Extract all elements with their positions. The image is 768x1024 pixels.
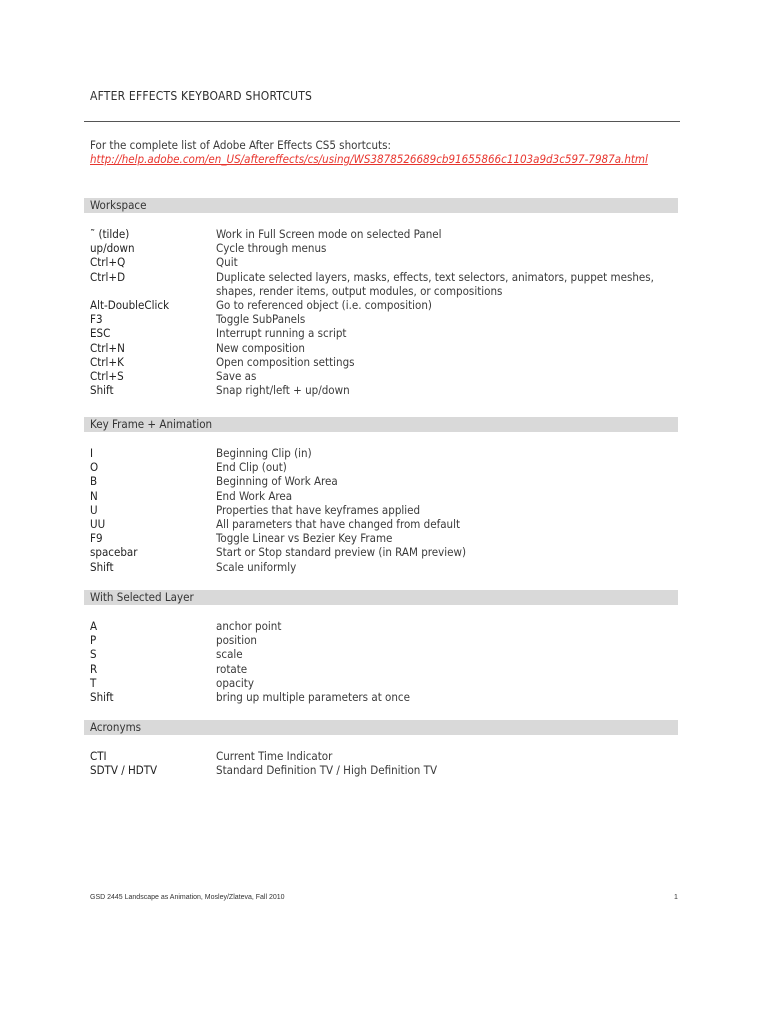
footer-text: GSD 2445 Landscape as Animation, Mosley/Zlateva, Fall 2010 [90, 894, 285, 901]
shortcut-key: UU [90, 517, 106, 531]
shortcut-key: Shift [90, 383, 114, 398]
shortcut-key: I [90, 446, 94, 460]
section-title: Workspace [90, 198, 147, 212]
shortcut-description: anchor point [216, 619, 282, 633]
shortcut-key: F9 [90, 531, 103, 546]
shortcut-description: Interrupt running a script [216, 326, 347, 341]
section-header [84, 590, 678, 605]
shortcut-description: Save as [216, 369, 257, 383]
page-title: AFTER EFFECTS KEYBOARD SHORTCUTS [90, 89, 313, 103]
shortcut-key: F3 [90, 312, 103, 327]
section-title: Acronyms [90, 720, 142, 734]
shortcut-description: Beginning of Work Area [216, 474, 338, 489]
shortcut-description: Quit [216, 255, 238, 270]
shortcut-description: All parameters that have changed from default [216, 517, 461, 531]
shortcut-key: spacebar [90, 545, 138, 560]
shortcut-description: Properties that have keyframes applied [216, 502, 421, 517]
shortcut-key: B [90, 474, 98, 489]
shortcut-description: Cycle through menus [216, 241, 327, 256]
shortcut-description: Toggle Linear vs Bezier Key Frame [216, 531, 393, 546]
shortcut-description: Standard Definition TV / High Definition TV [216, 763, 438, 778]
shortcut-description: Start or Stop standard preview (in RAM preview) [216, 545, 466, 560]
shortcut-key: R [90, 661, 98, 676]
shortcut-description: Scale uniformly [216, 559, 297, 574]
shortcut-description: Go to referenced object (i.e. composition) [216, 298, 432, 312]
shortcut-description: Duplicate selected layers, masks, effects, text selectors, animators, puppet meshes, [216, 269, 654, 284]
shortcut-description: Snap right/left + up/down [216, 383, 350, 398]
shortcut-description: Beginning Clip (in) [216, 446, 312, 460]
section-header [84, 417, 678, 432]
section-header [84, 720, 678, 735]
shortcut-key: N [90, 488, 98, 503]
shortcut-description: bring up multiple parameters at once [216, 690, 410, 704]
page-number: 1 [674, 894, 678, 901]
shortcut-key: Ctrl+N [90, 340, 125, 355]
shortcut-description: rotate [216, 661, 248, 676]
shortcut-description: End Clip (out) [216, 460, 287, 475]
title-rule [84, 121, 680, 122]
shortcut-description: End Work Area [216, 488, 293, 503]
shortcut-key: Shift [90, 690, 114, 704]
shortcut-key: up/down [90, 241, 135, 256]
shortcut-key: T [90, 675, 97, 690]
shortcut-description: scale [216, 647, 243, 662]
shortcut-description: shapes, render items, output modules, or compositions [216, 283, 503, 298]
section-title: Key Frame + Animation [90, 417, 213, 431]
shortcut-description: position [216, 633, 257, 648]
shortcut-description: opacity [216, 675, 254, 690]
shortcut-description: New composition [216, 340, 305, 355]
shortcut-key: Ctrl+Q [90, 255, 126, 270]
shortcut-description: Work in Full Screen mode on selected Panel [216, 227, 442, 241]
shortcut-description: Toggle SubPanels [216, 312, 306, 327]
shortcut-key: A [90, 619, 98, 633]
shortcut-key: P [90, 633, 97, 648]
section-title: With Selected Layer [90, 590, 194, 604]
section-header [84, 198, 678, 213]
shortcut-key: Ctrl+K [90, 354, 124, 369]
shortcut-key: ˜ (tilde) [90, 227, 130, 241]
shortcut-key: Alt-DoubleClick [90, 298, 170, 312]
shortcut-key: S [90, 647, 97, 662]
shortcut-key: ESC [90, 326, 111, 341]
shortcut-key: O [90, 460, 99, 475]
shortcut-key: Ctrl+D [90, 269, 126, 284]
shortcut-key: CTI [90, 749, 107, 763]
intro-text: For the complete list of Adobe After Effects CS5 shortcuts: [90, 138, 391, 152]
shortcut-description: Current Time Indicator [216, 749, 333, 763]
shortcut-key: SDTV / HDTV [90, 763, 158, 778]
shortcut-description: Open composition settings [216, 354, 355, 369]
shortcut-key: Shift [90, 559, 114, 574]
reference-link[interactable]: http://help.adobe.com/en_US/aftereffects/cs/using/WS3878526689cb91655866c1103a9d3c597-7987a.html [90, 152, 648, 166]
shortcut-key: Ctrl+S [90, 369, 124, 383]
shortcut-key: U [90, 502, 98, 517]
